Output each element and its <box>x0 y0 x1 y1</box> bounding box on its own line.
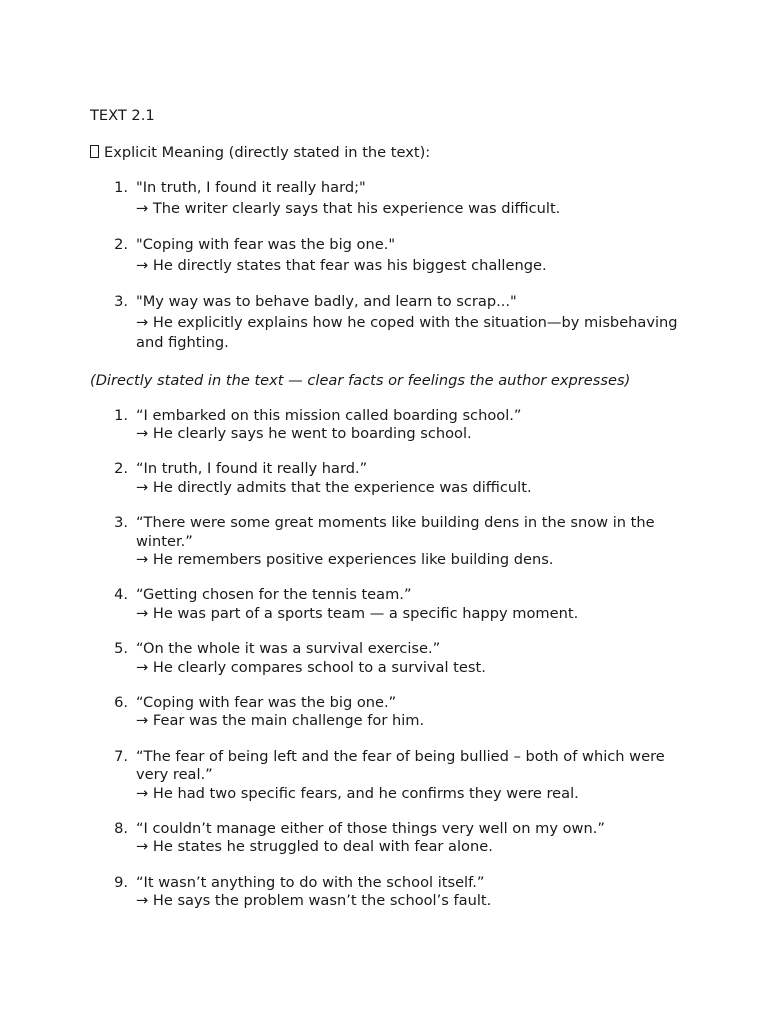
list-item <box>90 460 690 496</box>
list-item-quote: “The fear of being left and the fear of being bullied – both of which were very real.” <box>136 748 665 784</box>
list-item <box>90 292 690 354</box>
quote-list <box>90 407 690 911</box>
list-item-number: 3. <box>114 293 128 310</box>
box-icon <box>90 145 99 158</box>
list-item-number: 1. <box>114 179 128 196</box>
list-item-quote: “There were some great moments like building dens in the snow in the winter.” <box>136 514 655 550</box>
list-item <box>90 640 690 676</box>
list-item-number: 7. <box>114 748 128 766</box>
list-item-quote: “Coping with fear was the big one.” <box>136 694 397 712</box>
list-item-quote: “I embarked on this mission called boarding school.” <box>136 406 522 424</box>
list-item-quote: “Getting chosen for the tennis team.” <box>136 586 412 604</box>
list-item <box>90 694 690 730</box>
list-item-quote: “I couldn’t manage either of those things very well on my own.” <box>136 820 605 838</box>
list-item-number: 1. <box>114 406 128 424</box>
list-item-explanation: → He directly states that fear was his biggest challenge. <box>136 256 547 274</box>
document-title: TEXT 2.1 <box>90 107 155 124</box>
list-item-number: 3. <box>114 514 128 532</box>
document-page <box>90 106 690 911</box>
list-item-quote: “It wasn’t anything to do with the school itself.” <box>136 874 485 892</box>
list-item-explanation: → He clearly compares school to a survival test. <box>136 658 486 676</box>
list-item-explanation: → The writer clearly says that his experience was difficult. <box>136 199 561 217</box>
list-item-explanation: → He explicitly explains how he coped with the situation—by misbehaving and fighting. <box>136 313 678 351</box>
list-item-quote: "In truth, I found it really hard;" <box>136 179 366 196</box>
list-item-number: 2. <box>114 236 128 253</box>
list-item-explanation: → He says the problem wasn’t the school’s fault. <box>136 892 492 910</box>
list-item <box>90 586 690 622</box>
list-item <box>90 820 690 856</box>
list-item-quote: "Coping with fear was the big one." <box>136 236 396 253</box>
list-item-explanation: → He remembers positive experiences like building dens. <box>136 550 554 568</box>
list-item-number: 5. <box>114 640 128 658</box>
list-item-explanation: → He had two specific fears, and he confirms they were real. <box>136 784 579 802</box>
list-item <box>90 235 690 276</box>
explicit-meaning-list <box>90 178 690 354</box>
list-item <box>90 178 690 219</box>
list-item-number: 6. <box>114 694 128 712</box>
explicit-meaning-heading <box>90 143 690 163</box>
italic-note: (Directly stated in the text — clear facts or feelings the author expresses) <box>90 371 631 389</box>
list-item-quote: "My way was to behave badly, and learn to scrap..." <box>136 293 517 310</box>
list-item-quote: “In truth, I found it really hard.” <box>136 460 368 478</box>
list-item <box>90 874 690 910</box>
list-item-explanation: → He directly admits that the experience was difficult. <box>136 478 532 496</box>
list-item-explanation: → He clearly says he went to boarding school. <box>136 424 472 442</box>
list-item-number: 2. <box>114 460 128 478</box>
list-item <box>90 514 690 569</box>
list-item-number: 4. <box>114 586 128 604</box>
list-item-number: 8. <box>114 820 128 838</box>
list-item-number: 9. <box>114 874 128 892</box>
list-item-explanation: → Fear was the main challenge for him. <box>136 712 425 730</box>
list-item-quote: “On the whole it was a survival exercise.” <box>136 640 441 658</box>
list-item-explanation: → He states he struggled to deal with fear alone. <box>136 838 493 856</box>
list-item <box>90 748 690 803</box>
list-item <box>90 407 690 443</box>
list-item-explanation: → He was part of a sports team — a specific happy moment. <box>136 604 579 622</box>
heading-text: Explicit Meaning (directly stated in the text): <box>104 144 431 161</box>
